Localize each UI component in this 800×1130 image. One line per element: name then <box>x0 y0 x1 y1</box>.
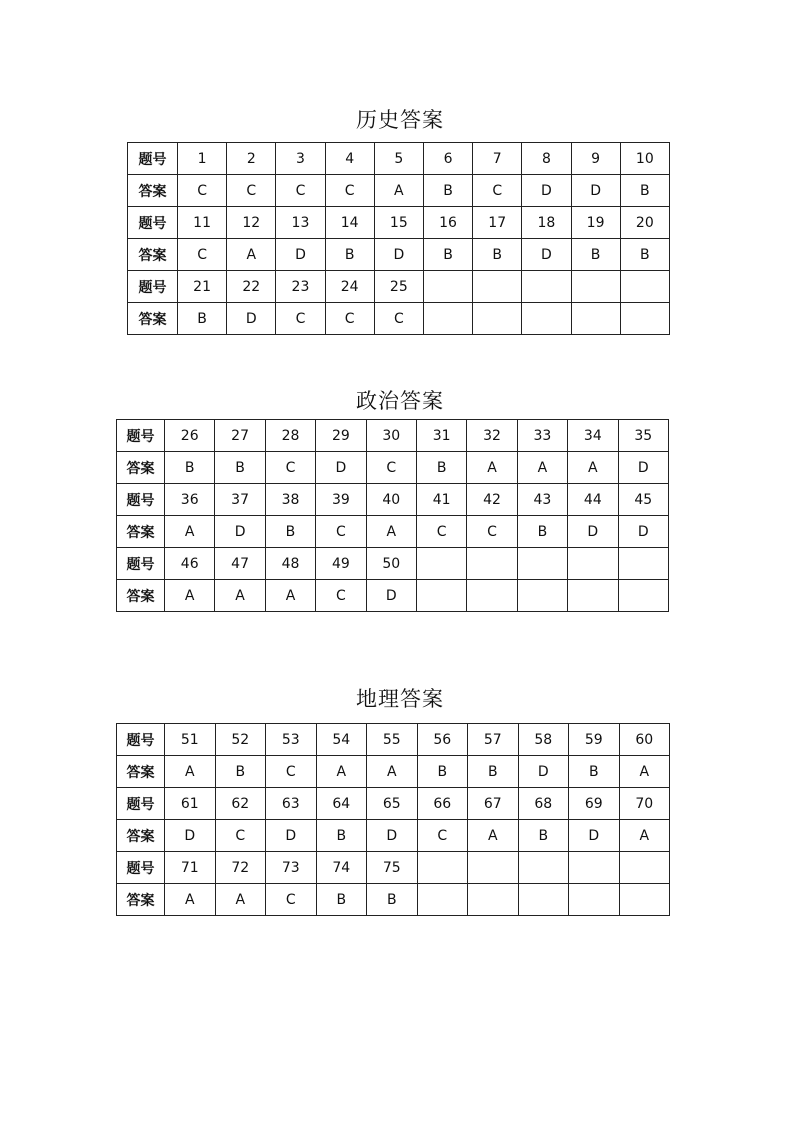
answer-cell: A <box>165 756 216 788</box>
answer-cell <box>417 884 468 916</box>
question-number-cell: 12 <box>227 207 276 239</box>
answer-cell: C <box>473 175 522 207</box>
table-row <box>128 303 670 335</box>
answer-cell: B <box>367 884 418 916</box>
question-number-cell: 39 <box>316 484 366 516</box>
question-number-cell: 35 <box>618 420 668 452</box>
question-number-cell <box>468 852 519 884</box>
question-number-cell: 63 <box>266 788 317 820</box>
answer-cell: C <box>366 452 416 484</box>
table-row <box>117 884 670 916</box>
question-number-cell <box>517 548 567 580</box>
question-number-cell: 56 <box>417 724 468 756</box>
question-number-cell: 53 <box>266 724 317 756</box>
question-number-cell: 8 <box>522 143 571 175</box>
answer-cell: D <box>165 820 216 852</box>
politics-answers-table <box>116 419 669 612</box>
answer-cell <box>518 884 569 916</box>
answer-cell: D <box>266 820 317 852</box>
answer-cell <box>423 303 472 335</box>
answer-cell: D <box>215 516 265 548</box>
answer-cell: C <box>417 820 468 852</box>
question-number-label: 题号 <box>117 420 165 452</box>
question-number-label: 题号 <box>128 207 178 239</box>
table-row <box>117 580 669 612</box>
answer-cell: C <box>325 175 374 207</box>
question-number-label: 题号 <box>117 548 165 580</box>
table-row <box>117 484 669 516</box>
answer-cell: C <box>178 239 227 271</box>
question-number-cell: 1 <box>178 143 227 175</box>
answer-cell: A <box>366 516 416 548</box>
table-row <box>117 820 670 852</box>
answer-cell: B <box>620 175 669 207</box>
question-number-cell: 19 <box>571 207 620 239</box>
question-number-label: 题号 <box>117 724 165 756</box>
answer-cell: A <box>568 452 618 484</box>
answer-cell: D <box>569 820 620 852</box>
answer-cell: C <box>276 175 325 207</box>
question-number-cell: 71 <box>165 852 216 884</box>
answer-cell: D <box>522 175 571 207</box>
answer-label: 答案 <box>128 175 178 207</box>
answer-label: 答案 <box>117 884 165 916</box>
geography-answers-table <box>116 723 670 916</box>
answer-cell: C <box>266 756 317 788</box>
question-number-cell: 23 <box>276 271 325 303</box>
question-number-cell: 75 <box>367 852 418 884</box>
answer-cell <box>517 580 567 612</box>
question-number-cell <box>620 271 669 303</box>
question-number-cell: 51 <box>165 724 216 756</box>
answer-cell: B <box>423 175 472 207</box>
answer-cell: C <box>325 303 374 335</box>
question-number-label: 题号 <box>128 271 178 303</box>
question-number-cell: 74 <box>316 852 367 884</box>
question-number-cell: 40 <box>366 484 416 516</box>
answer-cell: A <box>165 884 216 916</box>
question-number-cell: 26 <box>165 420 215 452</box>
table-row <box>117 788 670 820</box>
answer-cell: A <box>619 820 670 852</box>
answer-label: 答案 <box>117 452 165 484</box>
answer-cell: B <box>215 756 266 788</box>
question-number-cell: 61 <box>165 788 216 820</box>
question-number-cell: 7 <box>473 143 522 175</box>
question-number-cell: 72 <box>215 852 266 884</box>
answer-cell: B <box>473 239 522 271</box>
table-row <box>117 516 669 548</box>
question-number-cell: 49 <box>316 548 366 580</box>
answer-cell: D <box>227 303 276 335</box>
answer-cell: C <box>374 303 423 335</box>
answer-cell: C <box>276 303 325 335</box>
question-number-cell: 24 <box>325 271 374 303</box>
answer-cell: A <box>265 580 315 612</box>
answer-cell: A <box>468 820 519 852</box>
question-number-cell: 45 <box>618 484 668 516</box>
question-number-cell <box>467 548 517 580</box>
history-answers-title: 历史答案 <box>356 108 444 132</box>
answer-cell: C <box>227 175 276 207</box>
question-number-cell: 65 <box>367 788 418 820</box>
answer-cell: B <box>620 239 669 271</box>
answer-cell: A <box>619 756 670 788</box>
question-number-cell <box>569 852 620 884</box>
answer-cell: D <box>618 452 668 484</box>
answer-cell: A <box>517 452 567 484</box>
answer-cell <box>522 303 571 335</box>
answer-cell: A <box>316 756 367 788</box>
question-number-cell: 16 <box>423 207 472 239</box>
geography-answers-title: 地理答案 <box>356 687 444 711</box>
question-number-cell: 68 <box>518 788 569 820</box>
question-number-cell: 31 <box>416 420 466 452</box>
question-number-cell: 34 <box>568 420 618 452</box>
answer-cell: B <box>265 516 315 548</box>
answer-cell: B <box>517 516 567 548</box>
question-number-cell: 44 <box>568 484 618 516</box>
answer-cell: A <box>227 239 276 271</box>
table-row <box>128 175 670 207</box>
answer-cell: D <box>568 516 618 548</box>
answer-cell: A <box>215 580 265 612</box>
answer-label: 答案 <box>128 303 178 335</box>
answer-cell: C <box>467 516 517 548</box>
answer-cell <box>568 580 618 612</box>
answer-cell: D <box>374 239 423 271</box>
question-number-cell: 9 <box>571 143 620 175</box>
answer-cell <box>416 580 466 612</box>
politics-answers-title: 政治答案 <box>356 389 444 413</box>
answer-cell: D <box>366 580 416 612</box>
question-number-cell: 42 <box>467 484 517 516</box>
question-number-cell <box>568 548 618 580</box>
question-number-cell: 57 <box>468 724 519 756</box>
answer-cell: B <box>417 756 468 788</box>
question-number-cell: 73 <box>266 852 317 884</box>
question-number-cell: 47 <box>215 548 265 580</box>
question-number-cell: 13 <box>276 207 325 239</box>
question-number-cell: 22 <box>227 271 276 303</box>
question-number-cell <box>423 271 472 303</box>
question-number-cell: 64 <box>316 788 367 820</box>
answer-cell: B <box>423 239 472 271</box>
answer-cell: D <box>276 239 325 271</box>
question-number-cell: 17 <box>473 207 522 239</box>
answer-cell: D <box>571 175 620 207</box>
question-number-cell: 32 <box>467 420 517 452</box>
question-number-cell: 11 <box>178 207 227 239</box>
question-number-cell <box>416 548 466 580</box>
question-number-cell <box>518 852 569 884</box>
question-number-cell: 67 <box>468 788 519 820</box>
answer-cell: C <box>316 516 366 548</box>
question-number-cell: 18 <box>522 207 571 239</box>
question-number-cell: 3 <box>276 143 325 175</box>
history-answers-table <box>127 142 670 335</box>
answer-cell <box>618 580 668 612</box>
table-row <box>117 548 669 580</box>
question-number-cell: 14 <box>325 207 374 239</box>
answer-cell: B <box>178 303 227 335</box>
answer-label: 答案 <box>117 756 165 788</box>
question-number-cell: 41 <box>416 484 466 516</box>
question-number-cell: 6 <box>423 143 472 175</box>
answer-label: 答案 <box>117 580 165 612</box>
question-number-cell <box>473 271 522 303</box>
answer-cell: C <box>266 884 317 916</box>
answer-cell: C <box>215 820 266 852</box>
table-row <box>117 724 670 756</box>
answer-cell: B <box>571 239 620 271</box>
question-number-cell: 52 <box>215 724 266 756</box>
answer-cell <box>619 884 670 916</box>
answer-label: 答案 <box>117 516 165 548</box>
question-number-cell: 58 <box>518 724 569 756</box>
answer-cell: B <box>468 756 519 788</box>
answer-cell: B <box>416 452 466 484</box>
question-number-cell: 30 <box>366 420 416 452</box>
answer-cell: C <box>316 580 366 612</box>
answer-cell <box>620 303 669 335</box>
question-number-cell: 38 <box>265 484 315 516</box>
table-row <box>128 207 670 239</box>
question-number-cell <box>522 271 571 303</box>
answer-cell: A <box>165 516 215 548</box>
answer-cell: C <box>265 452 315 484</box>
question-number-cell: 33 <box>517 420 567 452</box>
question-number-cell: 60 <box>619 724 670 756</box>
question-number-cell: 43 <box>517 484 567 516</box>
question-number-cell: 62 <box>215 788 266 820</box>
answer-label: 答案 <box>128 239 178 271</box>
answer-label: 答案 <box>117 820 165 852</box>
answer-cell: C <box>416 516 466 548</box>
answer-cell: B <box>518 820 569 852</box>
answer-cell: B <box>316 884 367 916</box>
question-number-cell: 10 <box>620 143 669 175</box>
question-number-label: 题号 <box>117 852 165 884</box>
answer-cell <box>467 580 517 612</box>
question-number-label: 题号 <box>117 484 165 516</box>
question-number-label: 题号 <box>128 143 178 175</box>
question-number-cell: 27 <box>215 420 265 452</box>
answer-cell: D <box>522 239 571 271</box>
answer-cell: A <box>367 756 418 788</box>
table-row <box>117 420 669 452</box>
answer-cell: A <box>467 452 517 484</box>
question-number-cell: 36 <box>165 484 215 516</box>
table-row <box>128 239 670 271</box>
question-number-cell: 5 <box>374 143 423 175</box>
question-number-cell: 15 <box>374 207 423 239</box>
question-number-cell: 29 <box>316 420 366 452</box>
answer-cell <box>569 884 620 916</box>
question-number-cell: 4 <box>325 143 374 175</box>
question-number-cell <box>571 271 620 303</box>
question-number-cell: 46 <box>165 548 215 580</box>
question-number-cell <box>618 548 668 580</box>
table-row <box>117 852 670 884</box>
question-number-cell <box>619 852 670 884</box>
answer-cell: D <box>518 756 569 788</box>
question-number-cell: 50 <box>366 548 416 580</box>
question-number-cell: 37 <box>215 484 265 516</box>
answer-cell: D <box>316 452 366 484</box>
question-number-cell <box>417 852 468 884</box>
question-number-cell: 2 <box>227 143 276 175</box>
table-row <box>117 756 670 788</box>
question-number-cell: 28 <box>265 420 315 452</box>
table-row <box>128 143 670 175</box>
table-row <box>128 271 670 303</box>
answer-cell: A <box>215 884 266 916</box>
answer-cell <box>473 303 522 335</box>
answer-cell: B <box>215 452 265 484</box>
question-number-cell: 59 <box>569 724 620 756</box>
question-number-cell: 66 <box>417 788 468 820</box>
question-number-cell: 20 <box>620 207 669 239</box>
answer-cell: D <box>618 516 668 548</box>
answer-cell: B <box>165 452 215 484</box>
question-number-cell: 25 <box>374 271 423 303</box>
question-number-cell: 55 <box>367 724 418 756</box>
answer-cell: B <box>316 820 367 852</box>
question-number-label: 题号 <box>117 788 165 820</box>
answer-cell: B <box>325 239 374 271</box>
table-row <box>117 452 669 484</box>
question-number-cell: 48 <box>265 548 315 580</box>
question-number-cell: 54 <box>316 724 367 756</box>
answer-cell: A <box>374 175 423 207</box>
question-number-cell: 69 <box>569 788 620 820</box>
answer-cell: A <box>165 580 215 612</box>
answer-cell: B <box>569 756 620 788</box>
answer-cell <box>468 884 519 916</box>
answer-cell: C <box>178 175 227 207</box>
answer-cell <box>571 303 620 335</box>
question-number-cell: 21 <box>178 271 227 303</box>
answer-cell: D <box>367 820 418 852</box>
question-number-cell: 70 <box>619 788 670 820</box>
